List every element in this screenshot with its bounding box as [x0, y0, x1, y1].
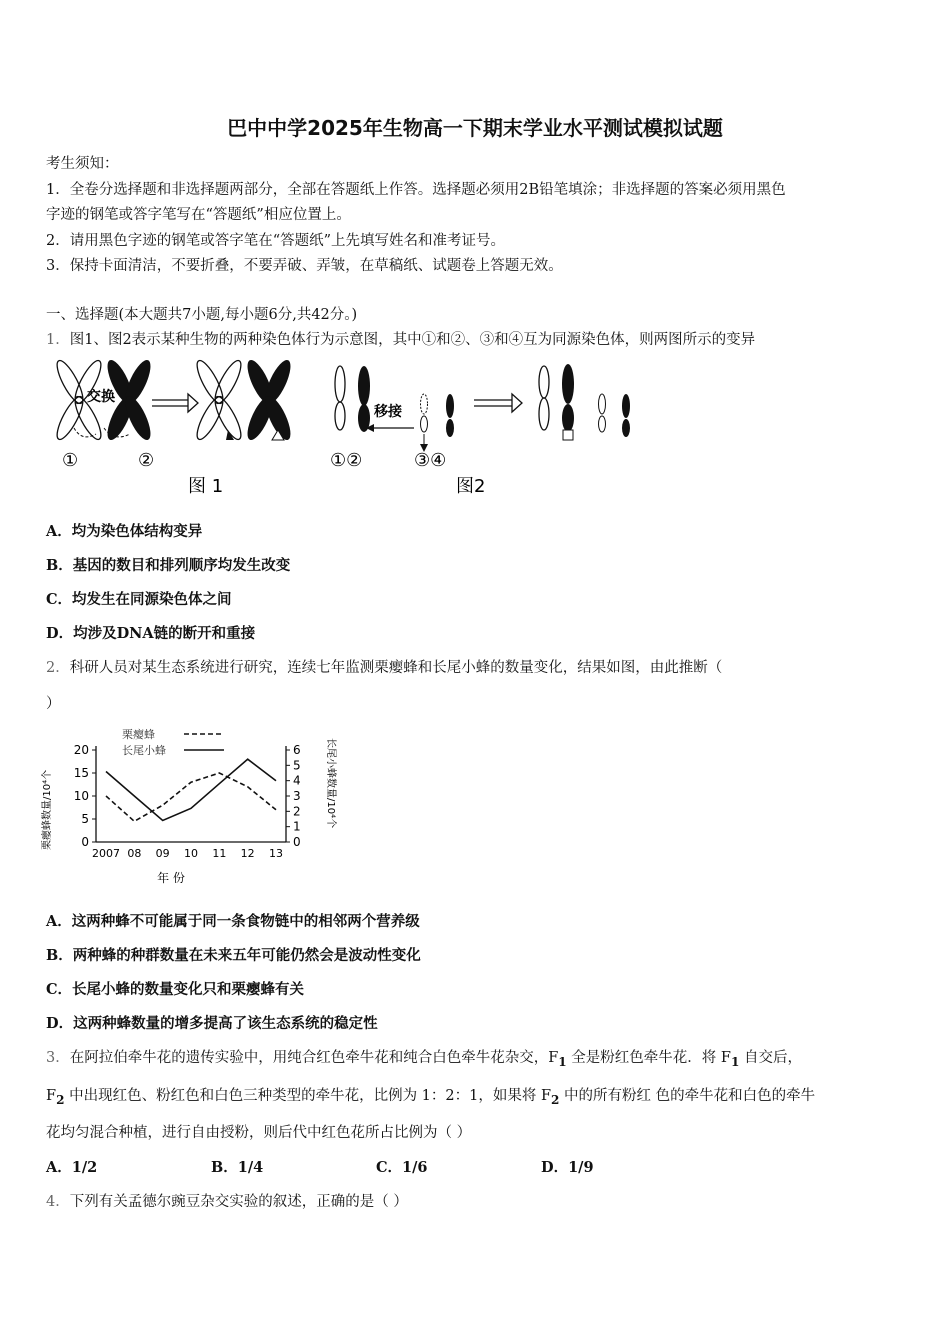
chromosome-figure: [52, 356, 652, 501]
population-line-chart: [40, 724, 340, 890]
x-tick-label: 2007: [92, 847, 120, 860]
chromosome-pair-12: [335, 366, 370, 432]
left-tick-label: 5: [81, 812, 89, 826]
option-b: B．基因的数目和排列顺序均发生改变: [46, 557, 291, 574]
x-tick-label: 08: [127, 847, 142, 860]
legend-label: 长尾小蜂: [122, 744, 166, 757]
right-tick-label: 3: [293, 789, 301, 803]
left-tick-label: 0: [81, 835, 89, 849]
option-b: B．1/4: [211, 1159, 264, 1176]
series-line-1: [106, 773, 276, 821]
exchange-dashed-loop: [74, 428, 96, 437]
option-a: A．1/2: [46, 1159, 98, 1176]
x-tick-label: 10: [184, 847, 198, 860]
question-3-line-2: $F_2$ 中出现红色、粉红色和白色三种类型的牵牛花，比例为 1：2：1，如果将 $F_2$ 中的所有粉红 色的牵牛花和白色的牵牛: [46, 1088, 816, 1107]
page-title: 巴中中学2025年生物高一下期末学业水平测试模拟试题: [227, 116, 723, 140]
label-34: ③④: [414, 450, 447, 471]
notice-item: 1．全卷分选择题和非选择题两部分，全部在答题纸上作答。选择题必须用2B铅笔填涂；非选择题的答案必须用黑色: [46, 182, 786, 198]
section-heading: 一、选择题(本大题共7小题,每小题6分,共42分。): [46, 307, 358, 323]
option-c: C．均发生在同源染色体之间: [46, 591, 232, 608]
right-axis-label: 长尾小蜂数量/10⁴个: [325, 738, 336, 829]
right-tick-label: 0: [293, 835, 301, 849]
chromosome-pair-34: [420, 394, 454, 452]
chromosome-result-fig2: [539, 364, 630, 440]
x-tick-label: 09: [155, 847, 170, 860]
right-tick-label: 5: [293, 758, 301, 773]
option-c: C．长尾小蜂的数量变化只和栗瘿蜂有关: [46, 981, 305, 998]
notice-item: 3．保持卡面清洁，不要折叠，不要弄破、弄皱，在草稿纸、试题卷上答题无效。: [46, 258, 563, 274]
x-tick-label: 12: [240, 847, 255, 860]
question-1-stem: 1．图1、图2表示某种生物的两种染色体行为示意图，其中①和②、③和④互为同源染色体，则两图所示的变异: [46, 332, 756, 348]
right-tick-label: 1: [293, 819, 301, 834]
option-d: D．这两种蜂数量的增多提高了该生态系统的稳定性: [46, 1015, 378, 1032]
figure-1-caption: 图 1: [188, 476, 224, 497]
x-axis-label: 年 份: [157, 871, 185, 885]
left-tick-label: 20: [73, 743, 89, 757]
question-4-stem: 4．下列有关孟德尔豌豆杂交实验的叙述，正确的是（ ）: [46, 1194, 408, 1210]
exchange-label: 交换: [87, 389, 115, 405]
arrow-icon: [474, 394, 522, 412]
left-tick-label: 10: [73, 789, 89, 803]
chromosome-2-result: [243, 357, 296, 443]
question-3-line-3: 花均匀混合种植，进行自由授粉，则后代中红色花所占比例为（ ）: [46, 1125, 472, 1141]
option-a: A．均为染色体结构变异: [46, 523, 203, 540]
option-c: C．1/6: [376, 1159, 428, 1176]
figure-2-caption: 图2: [456, 476, 486, 497]
transfer-label: 移接: [374, 404, 402, 420]
x-tick-label: 13: [269, 847, 283, 860]
question-number: 1．: [46, 332, 70, 348]
left-axis-label: 栗瘿蜂数量/10⁴个: [42, 769, 53, 850]
label-2: ②: [138, 450, 155, 471]
arrow-icon: [152, 394, 198, 412]
notice-item: 2．请用黑色字迹的钢笔或答字笔在“答题纸”上先填写姓名和准考证号。: [46, 233, 506, 249]
question-number: 2．: [46, 660, 70, 676]
left-tick-label: 15: [73, 766, 89, 780]
x-tick-label: 11: [212, 847, 227, 860]
option-b: B．两种蜂的种群数量在未来五年可能仍然会是波动性变化: [46, 947, 421, 964]
label-1: ①: [62, 450, 79, 471]
chromosome-1-result: [193, 358, 246, 443]
legend-label: 栗瘿蜂: [122, 728, 155, 741]
right-tick-label: 4: [293, 773, 301, 788]
notice-item: 字迹的钢笔或答字笔写在“答题纸”相应位置上。: [46, 207, 351, 223]
option-d: D．1/9: [541, 1159, 594, 1176]
exchanged-segment: [226, 430, 234, 440]
option-a: A．这两种蜂不可能属于同一条食物链中的相邻两个营养级: [46, 913, 420, 930]
right-tick-label: 6: [293, 743, 301, 757]
option-d: D．均涉及DNA链的断开和重接: [46, 625, 256, 642]
question-3-line-1: 3．在阿拉伯牵牛花的遗传实验中，用纯合红色牵牛花和纯合白色牵牛花杂交，$F_1$ 全是粉红色牵牛花．将 $F_1$ 自交后，: [46, 1050, 802, 1069]
question-2-stem-end: ）: [46, 696, 61, 712]
label-12: ①②: [330, 450, 363, 471]
question-number: 4．: [46, 1194, 70, 1210]
question-2-stem: 2．科研人员对某生态系统进行研究，连续七年监测栗瘿蜂和长尾小蜂的数量变化，结果如图，由此推断（: [46, 660, 723, 676]
notice-heading: 考生须知：: [46, 156, 119, 172]
question-number: 3．: [46, 1050, 70, 1066]
right-tick-label: 2: [293, 804, 301, 819]
